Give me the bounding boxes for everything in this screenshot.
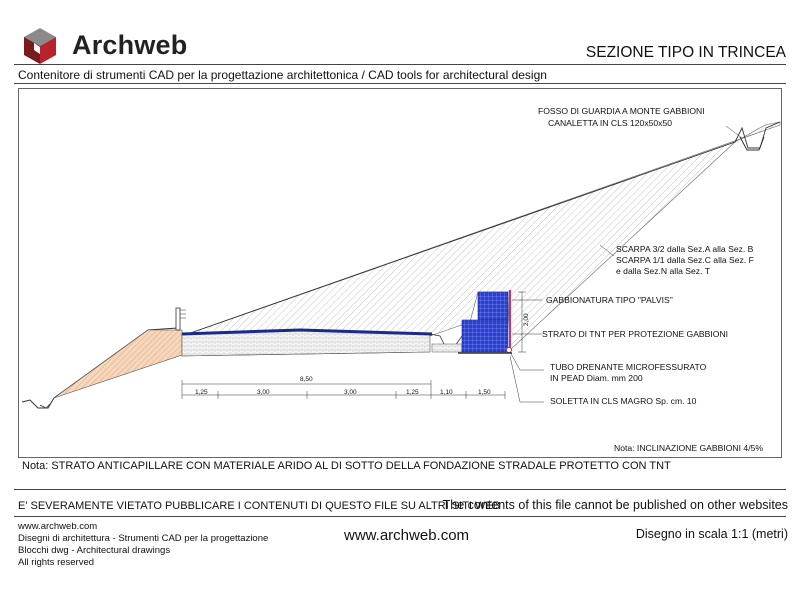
footer-divider-top [14,489,786,490]
copyright-warning-en: The contents of this file cannot be published on other websites [442,498,788,512]
label-fosso-1: FOSSO DI GUARDIA A MONTE GABBIONI [538,106,705,116]
left-fill [54,330,182,398]
footer-website-link[interactable]: www.archweb.com [344,527,470,544]
label-scarpa-1: SCARPA 3/2 dalla Sez.A alla Sez. B [616,244,754,254]
footer-info [18,521,318,569]
gabion-top [478,292,508,320]
label-fosso-2: CANALETTA IN CLS 120x50x50 [548,118,673,128]
drawing-note: Nota: STRATO ANTICAPILLARE CON MATERIALE ARIDO AL DI SOTTO DELLA FONDAZIONE STRADALE PROTETTO CON TNT [22,460,671,472]
label-scarpa-2: SCARPA 1/1 dalla Sez.C alla Sez. F [616,255,754,265]
subtitle: Contenitore di strumenti CAD per la progettazione architettonica / CAD tools for architectural design [18,68,547,82]
label-gabbionatura: GABBIONATURA TIPO "PALVIS" [546,295,673,305]
dim-seg-1: 1,25 [195,389,208,396]
drain-pipe [507,348,512,353]
dim-seg-5: 1,10 [440,389,453,396]
label-tubo-1: TUBO DRENANTE MICROFESSURATO [550,362,707,372]
dim-seg-2: 3,00 [257,389,270,396]
label-scarpa-3: e dalla Sez.N alla Sez. T [616,266,710,276]
footer-info-line: All rights reserved [18,557,95,568]
footer-info-line: Blocchi dwg - Architectural drawings [18,545,171,556]
scale-note: Disegno in scala 1:1 (metri) [635,527,788,541]
footer-divider-bottom [14,516,786,517]
footer-info-line: www.archweb.com [18,521,98,532]
label-inclinazione: Nota: INCLINAZIONE GABBIONI 4/5% [614,443,764,453]
gabion-bottom [462,320,508,352]
label-tubo-2: IN PEAD Diam. mm 200 [550,373,643,383]
dim-seg-4: 1,25 [406,389,419,396]
copyright-warning-it: E' SEVERAMENTE VIETATO PUBBLICARE I CONTENUTI DI QUESTO FILE SU ALTRI SITI WEB [18,500,501,512]
dim-total: 8,50 [300,376,313,383]
dim-seg-6: 1,50 [478,389,491,396]
dim-seg-3: 3,00 [344,389,357,396]
label-soletta: SOLETTA IN CLS MAGRO Sp. cm. 10 [550,396,697,406]
dim-height: 2,00 [523,313,530,326]
footer-info-line: Disegni di architettura - Strumenti CAD per la progettazione [18,533,269,544]
sheet-title: SEZIONE TIPO IN TRINCEA [585,44,786,61]
label-tnt: STRATO DI TNT PER PROTEZIONE GABBIONI [542,329,729,339]
brand-name: Archweb [72,30,188,60]
